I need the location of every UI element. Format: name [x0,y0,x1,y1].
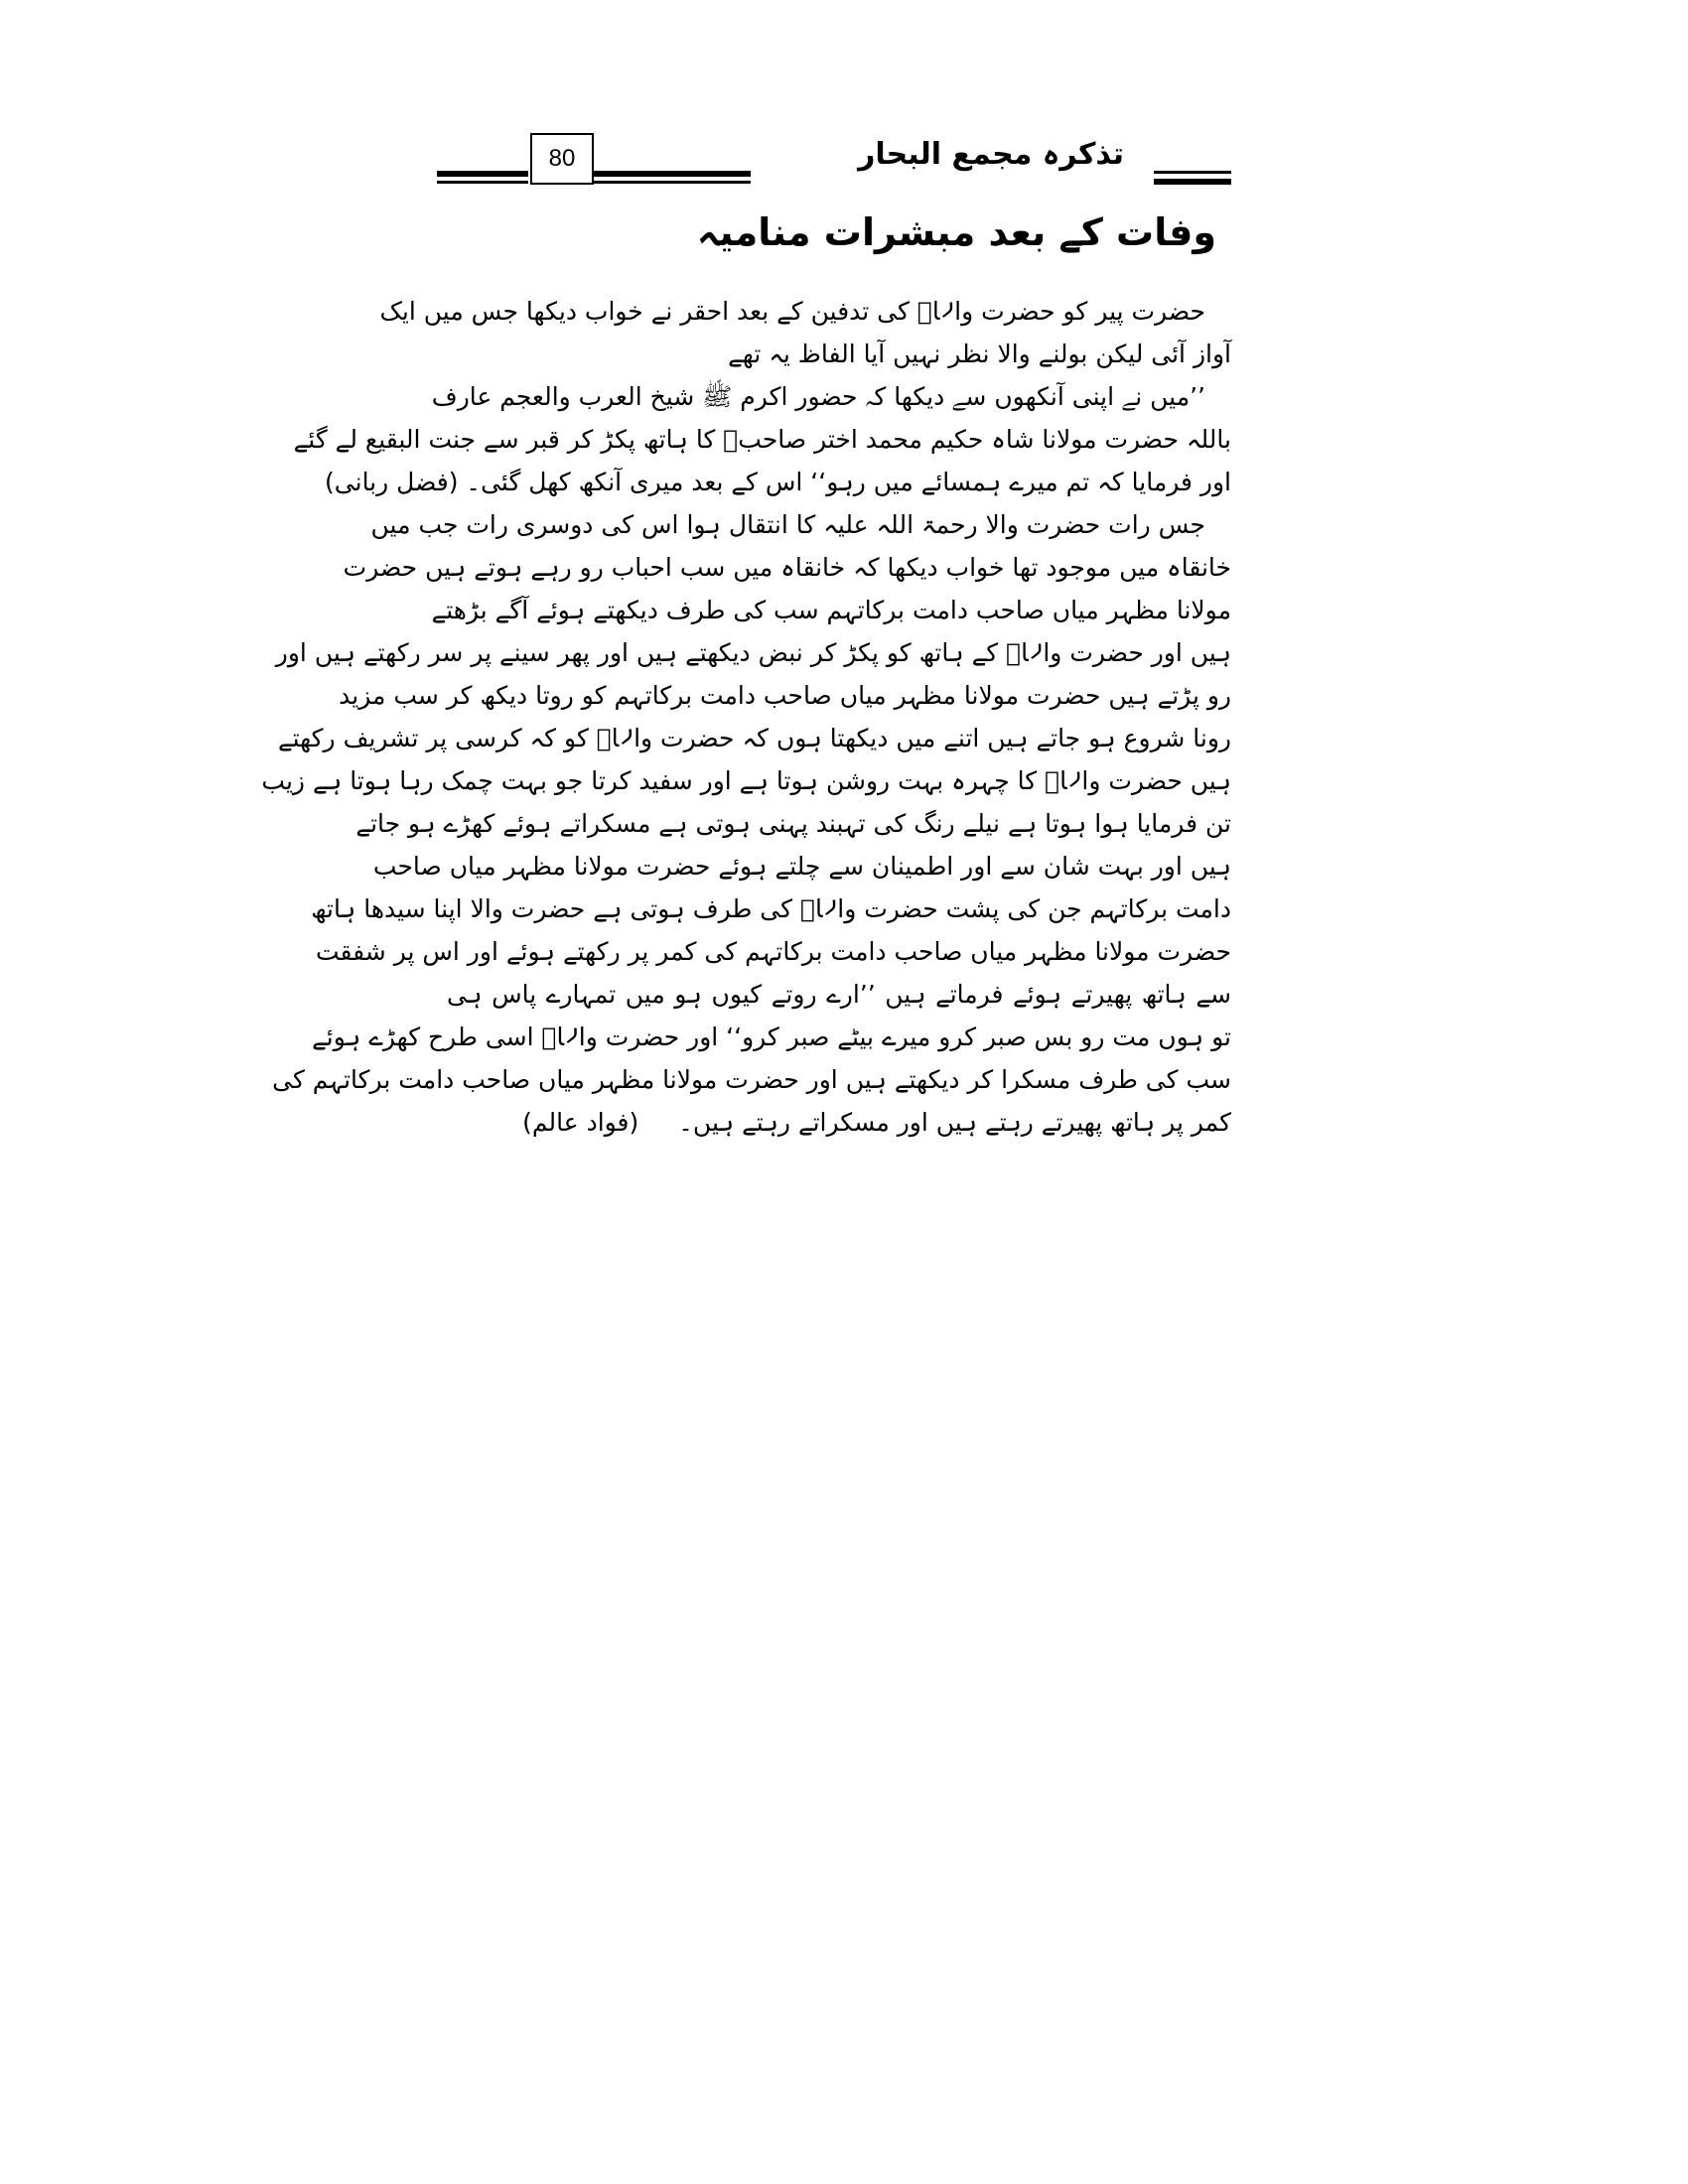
header-rule-left-bold [437,171,528,177]
final-line [447,1101,1231,1144]
text-line: آواز آئی لیکن بولنے والا نظر نہیں آیا الفاظ یہ تھے [728,340,1231,368]
attribution: (فواد عالم) [522,1108,639,1137]
text-line: کمر پر ہاتھ پھیرتے رہتے ہیں اور مسکراتے رہتے ہیں۔ [678,1108,1231,1137]
text-line: رو پڑتے ہیں حضرت مولانا مظہر میاں صاحب دامت برکاتہم کو روتا دیکھ کر سب مزید [339,681,1231,710]
header-rule-middle-bold [592,171,751,177]
text-line: ’’میں نے اپنی آنکھوں سے دیکھا کہ حضور اکرم ﷺ شیخ العرب والعجم عارف [431,382,1205,411]
header-rule-left-thin [437,181,528,184]
text-line: مولانا مظہر میاں صاحب دامت برکاتہم سب کی طرف دیکھتے ہوئے آگے بڑھتے [431,596,1231,624]
text-line: اور فرمایا کہ تم میرے ہمسائے میں رہو‘‘ اس کے بعد میری آنکھ کھل گئی۔ (فضل ربانی) [325,468,1231,496]
page-number: 80 [530,133,594,185]
text-line: رونا شروع ہو جاتے ہیں اتنے میں دیکھتا ہوں کہ حضرت والاؒ کو کہ کرسی پر تشریف رکھتے [277,724,1231,752]
text-line: ہیں حضرت والاؒ کا چہرہ بہت روشن ہوتا ہے اور سفید کرتا جو بہت چمک رہا ہوتا ہے زیب [261,766,1231,795]
text-line: سب کی طرف مسکرا کر دیکھتے ہیں اور حضرت مولانا مظہر میاں صاحب دامت برکاتہم کی [272,1065,1231,1094]
text-line: جس رات حضرت والا رحمۃ اللہ علیہ کا انتقال ہوا اس کی دوسری رات جب میں [370,510,1205,539]
body-text [261,290,1231,1144]
text-line: باللہ حضرت مولانا شاہ حکیم محمد اختر صاحبؒ کا ہاتھ پکڑ کر قبر سے جنت البقیع لے گئے [293,425,1231,454]
text-line: سے ہاتھ پھیرتے ہوئے فرماتے ہیں ’’ارے روتے کیوں ہو میں تمہارے پاس ہی [447,980,1231,1009]
text-line: تن فرمایا ہوا ہوتا ہے نیلے رنگ کی تہبند پہنی ہوتی ہے مسکراتے ہوئے کھڑے ہو جاتے [355,809,1231,838]
text-line: حضرت پیر کو حضرت والاؒ کی تدفین کے بعد احقر نے خواب دیکھا جس میں ایک [379,297,1205,326]
page-header [437,133,1231,193]
text-line: تو ہوں مت رو بس صبر کرو میرے بیٹے صبر کرو‘‘ اور حضرت والاؒ اسی طرح کھڑے ہوئے [312,1023,1231,1051]
text-line: ہیں اور بہت شان سے اور اطمینان سے چلتے ہوئے حضرت مولانا مظہر میاں صاحب [372,852,1231,881]
text-line: ہیں اور حضرت والاؒ کے ہاتھ کو پکڑ کر نبض دیکھتے ہیں اور پھر سینے پر سر رکھتے ہیں اور [275,638,1231,667]
text-line: حضرت مولانا مظہر میاں صاحب دامت برکاتہم کی کمر پر رکھتے ہوئے اور اس پر شفقت [315,937,1231,966]
header-rule-right-top [1154,171,1231,174]
header-rule-right-bold [1154,179,1231,185]
text-line: خانقاہ میں موجود تھا خواب دیکھا کہ خانقاہ میں سب احباب رو رہے ہوتے ہیں حضرت [343,553,1231,582]
header-rule-middle-thin [592,181,751,184]
section-title: وفات کے بعد مبشرات منامیہ [696,210,1216,254]
book-title: تذکرہ مجمع البحار [858,137,1124,172]
text-line: دامت برکاتہم جن کی پشت حضرت والاؒ کی طرف ہوتی ہے حضرت والا اپنا سیدھا ہاتھ [311,894,1231,923]
